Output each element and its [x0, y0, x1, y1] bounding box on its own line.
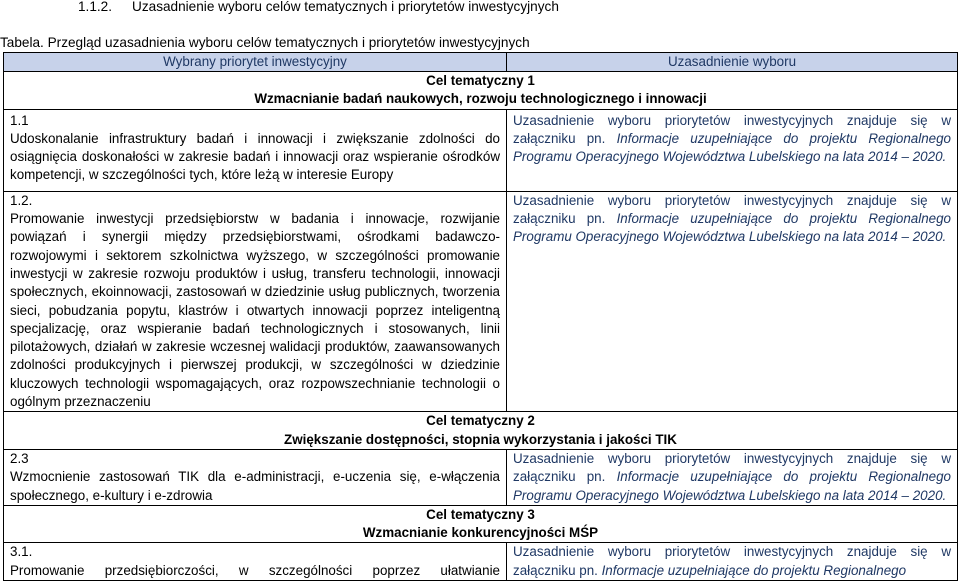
justification-text: Uzasadnienie wyboru priorytetów inwestycyjnych znajduje się w załączniku pn.: [513, 544, 951, 578]
goal-cell: [4, 412, 958, 450]
column-header-priority: Wybrany priorytet inwestycyjny: [4, 53, 507, 72]
section-title: Uzasadnienie wyboru celów tematycznych i priorytetów inwestycyjnych: [132, 0, 559, 14]
justification-cell: [507, 543, 958, 581]
priority-cell: [4, 449, 507, 505]
justification-reference: Informacje uzupełniające do projektu Regionalnego Programu Operacyjnego Województwa Lubelskiego na lata 2014 – 2020.: [513, 211, 951, 245]
column-header-justification: Uzasadnienie wyboru: [507, 53, 958, 72]
table-row: [4, 449, 958, 505]
justification-cell: [507, 109, 958, 191]
goal-row: [4, 505, 958, 543]
priority-code: 1.1: [10, 112, 29, 128]
table-header-row: [4, 53, 958, 72]
priority-code: 3.1.: [10, 544, 33, 560]
goal-subtitle: Wzmacnianie badań naukowych, rozwoju technologicznego i innowacji: [254, 91, 707, 107]
goal-subtitle: Wzmacnianie konkurencyjności MŚP: [362, 525, 599, 541]
table-row: [4, 543, 958, 581]
justification-reference: Informacje uzupełniające do projektu Regionalnego: [601, 562, 907, 578]
table-row: [4, 109, 958, 191]
priority-cell: [4, 191, 507, 412]
priorities-table: [3, 52, 958, 581]
priority-cell: [4, 109, 507, 191]
goal-row: [4, 72, 958, 110]
priority-text: Udoskonalanie infrastruktury badań i innowacji i zwiększanie zdolności do osiągnięcia doskonałości w zakresie badań i innowacji oraz wspieranie ośrodków kompetencji, w szczególności tych, które leżą w interesie Europy: [10, 130, 500, 183]
justification-text: Uzasadnienie wyboru priorytetów inwestycyjnych znajduje się w załączniku pn.: [513, 112, 951, 146]
justification-cell: [507, 449, 958, 505]
goal-title: Cel tematyczny 2: [426, 413, 535, 429]
priority-code: 2.3: [10, 450, 29, 466]
justification-text: Uzasadnienie wyboru priorytetów inwestycyjnych znajduje się w załączniku pn.: [513, 450, 951, 485]
table-caption: Tabela. Przegląd uzasadnienia wyboru celów tematycznych i priorytetów inwestycyjnych: [0, 35, 530, 50]
justification-reference: Informacje uzupełniające do projektu Regionalnego Programu Operacyjnego Województwa Lubelskiego na lata 2014 – 2020.: [513, 469, 951, 503]
priority-text: Wzmocnienie zastosowań TIK dla e-administracji, e-uczenia się, e-włączenia społecznego, e-kultury i e-zdrowia: [10, 469, 500, 503]
priority-cell: [4, 543, 507, 581]
section-number: 1.1.2.: [78, 0, 113, 14]
goal-row: [4, 412, 958, 450]
priority-code: 1.2.: [10, 192, 33, 208]
priority-text: Promowanie przedsiębiorczości, w szczególności poprzez ułatwianie: [10, 562, 500, 578]
goal-cell: [4, 72, 958, 110]
goal-cell: [4, 505, 958, 543]
section-heading: [78, 0, 559, 14]
justification-reference: Informacje uzupełniające do projektu Regionalnego Programu Operacyjnego Województwa Lubelskiego na lata 2014 – 2020.: [513, 130, 951, 165]
table-row: [4, 191, 958, 412]
goal-title: Cel tematyczny 1: [426, 73, 535, 88]
goal-subtitle: Zwiększanie dostępności, stopnia wykorzystania i jakości TIK: [284, 431, 677, 447]
justification-text: Uzasadnienie wyboru priorytetów inwestycyjnych znajduje się w załączniku pn.: [513, 192, 951, 227]
justification-cell: [507, 191, 958, 412]
priority-text: Promowanie inwestycji przedsiębiorstw w badania i innowacje, rozwijanie powiązań i synergii między przedsiębiorstwami, ośrodkami badawczo-rozwojowymi i sektorem szkolnictwa wyższego, w szczególności promowanie inwestycji w zakresie rozwoju produktów i usług, transferu technologii, innowacji społecznych, ekoinnowacji, zastosowań w dziedzinie usług publicznych, tworzenia sieci, pobudzania popytu, klastrów i otwartych innowacji poprzez inteligentną specjalizację, oraz wspieranie badań technologicznych i stosowanych, linii pilotażowych, działań w zakresie wczesnej walidacji produktów, zaawansowanych zdolności produkcyjnych i pierwszej produkcji, w szczególności w dziedzinie kluczowych technologii wspomagających, oraz rozpowszechnianie technologii o ogólnym przeznaczeniu: [10, 211, 500, 410]
goal-title: Cel tematyczny 3: [426, 506, 535, 522]
